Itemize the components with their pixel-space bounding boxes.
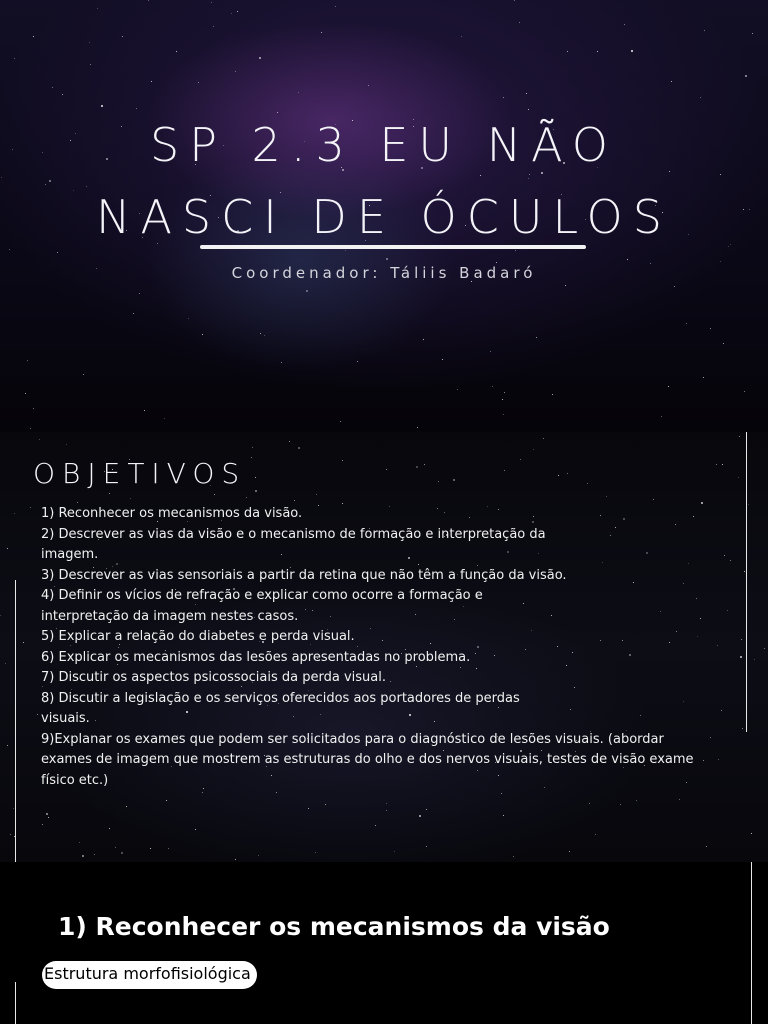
objective-line: 6) Explicar os mecanismos das lesões apresentadas no problema. <box>41 649 471 665</box>
star <box>82 855 84 857</box>
star <box>90 64 91 65</box>
star <box>83 374 84 375</box>
star <box>720 174 721 175</box>
star <box>624 24 625 25</box>
star <box>419 815 421 817</box>
objective-line: 4) Definir os vícios de refração e explicar como ocorre a formação e <box>41 588 483 603</box>
title-slide <box>0 0 768 432</box>
star <box>461 36 462 37</box>
star <box>39 439 40 440</box>
star <box>308 808 309 809</box>
star <box>255 477 256 478</box>
star <box>529 174 530 175</box>
star <box>86 186 87 187</box>
star <box>528 178 529 179</box>
star <box>595 834 596 835</box>
star <box>342 460 343 461</box>
star <box>306 290 308 292</box>
star <box>7 745 8 746</box>
star <box>416 466 418 468</box>
star <box>13 808 14 809</box>
star <box>27 360 28 361</box>
star <box>552 394 553 395</box>
section-slide <box>0 862 768 1024</box>
star <box>231 13 232 14</box>
star <box>438 481 439 482</box>
star <box>25 393 26 394</box>
star <box>294 500 295 501</box>
star <box>627 259 628 260</box>
star <box>519 22 520 23</box>
star <box>368 85 369 86</box>
title-line-1: SP 2.3 EU NÃO <box>150 118 618 172</box>
star <box>740 656 742 658</box>
star <box>168 848 169 849</box>
star <box>752 33 753 34</box>
star <box>526 93 527 94</box>
star <box>48 817 49 818</box>
star <box>679 799 680 800</box>
star <box>281 362 282 363</box>
star <box>738 477 739 478</box>
star <box>23 642 24 643</box>
star <box>504 392 505 393</box>
star <box>742 728 743 729</box>
star <box>565 285 566 286</box>
star <box>636 800 637 801</box>
objective-line: 1) Reconhecer os mecanismos da visão. <box>41 506 303 521</box>
star <box>214 494 215 495</box>
star <box>513 856 514 857</box>
star <box>109 493 110 494</box>
star <box>653 499 654 500</box>
star <box>252 447 253 448</box>
star <box>744 571 745 572</box>
star <box>52 87 53 88</box>
star <box>325 804 326 805</box>
star <box>133 313 134 314</box>
star <box>259 57 261 59</box>
title-line-2: NASCI DE ÓCULOS <box>96 190 672 244</box>
star <box>710 328 711 329</box>
star <box>501 793 502 794</box>
star <box>569 851 570 852</box>
star <box>202 334 203 335</box>
star <box>457 389 458 390</box>
star <box>748 504 749 505</box>
star <box>739 436 740 437</box>
star <box>723 343 724 344</box>
star <box>589 803 590 804</box>
star <box>0 615 1 616</box>
star <box>49 180 51 182</box>
objectives-slide <box>0 432 768 862</box>
star <box>386 803 387 804</box>
star <box>426 809 427 810</box>
star <box>536 337 537 338</box>
star <box>5 663 6 664</box>
star <box>728 246 729 247</box>
star <box>211 2 212 3</box>
star <box>251 457 252 458</box>
star <box>9 249 10 250</box>
star <box>198 82 199 83</box>
section-heading: 1) Reconhecer os mecanismos da visão <box>58 912 610 941</box>
star <box>213 26 214 27</box>
star <box>345 250 346 251</box>
star <box>704 30 705 31</box>
star <box>46 813 48 815</box>
star <box>504 470 505 471</box>
star <box>386 810 387 811</box>
divider-line <box>751 862 752 1024</box>
star <box>426 846 427 847</box>
star <box>148 0 149 1</box>
star <box>260 333 261 334</box>
star <box>33 408 34 409</box>
star <box>276 792 277 793</box>
objective-line: 7) Discutir os aspectos psicossociais da perda visual. <box>41 670 386 685</box>
star <box>503 97 504 98</box>
star <box>754 659 755 660</box>
star <box>335 6 336 7</box>
star <box>130 498 131 499</box>
star <box>375 825 376 826</box>
star <box>492 386 493 387</box>
objective-line: 5) Explicar a relação do diabetes e perda visual. <box>41 629 355 644</box>
star <box>671 81 672 82</box>
star <box>94 854 95 855</box>
star <box>442 359 443 360</box>
star <box>202 792 203 793</box>
star <box>502 399 503 400</box>
star <box>587 483 588 484</box>
star <box>503 815 504 816</box>
star <box>386 258 388 260</box>
star <box>255 490 257 492</box>
objective-line: físico etc.) <box>41 772 109 788</box>
star <box>298 92 299 93</box>
star <box>394 851 395 852</box>
star <box>89 42 90 43</box>
star <box>503 414 504 415</box>
star <box>246 497 247 498</box>
topic-pill: Estrutura morfofisiológica <box>42 961 257 989</box>
star <box>453 479 455 481</box>
star <box>37 714 38 715</box>
star <box>558 475 559 476</box>
star <box>480 175 481 176</box>
star <box>14 513 15 514</box>
star <box>10 834 11 835</box>
star <box>528 109 529 110</box>
objectives-heading: OBJETIVOS <box>33 457 247 490</box>
star <box>1 177 2 178</box>
star <box>14 58 15 59</box>
star <box>520 459 521 460</box>
star <box>298 447 300 449</box>
star <box>417 427 418 428</box>
star <box>357 361 358 362</box>
objective-line: 2) Descrever as vias da visão e o mecanismo de formação e interpretação da <box>41 526 546 542</box>
objective-line: 8) Discutir a legislação e os serviços oferecidos aos portadores de perdas <box>41 690 520 706</box>
star <box>136 108 137 109</box>
divider-line <box>746 432 747 732</box>
star <box>316 494 317 495</box>
star <box>122 36 123 37</box>
star <box>674 286 675 287</box>
coordinator-subtitle: Coordenador: Táliis Badaró <box>231 264 537 282</box>
star <box>62 94 63 95</box>
star <box>716 464 717 465</box>
star <box>57 252 58 253</box>
star <box>541 172 543 174</box>
star <box>7 548 8 549</box>
star <box>514 0 515 1</box>
star <box>42 824 43 825</box>
star <box>533 449 534 450</box>
star <box>195 829 196 830</box>
star <box>490 351 491 352</box>
star <box>741 639 742 640</box>
star <box>661 416 662 417</box>
star <box>496 262 497 263</box>
star <box>115 847 116 848</box>
star <box>176 51 177 52</box>
star <box>567 51 568 52</box>
star <box>258 855 259 856</box>
star <box>720 261 721 262</box>
star <box>264 335 265 336</box>
star <box>150 848 151 849</box>
star <box>79 842 80 843</box>
star <box>126 806 127 807</box>
star <box>321 32 322 33</box>
star <box>30 507 31 508</box>
star <box>764 648 765 649</box>
star <box>144 410 145 411</box>
star <box>45 184 46 185</box>
star <box>606 496 607 497</box>
star <box>620 804 621 805</box>
star <box>751 833 752 834</box>
star <box>66 444 67 445</box>
star <box>703 377 704 378</box>
objective-line: interpretação da imagem nestes casos. <box>41 608 299 624</box>
star <box>101 105 103 107</box>
star <box>686 323 687 324</box>
star <box>730 244 731 245</box>
star <box>277 112 278 113</box>
star <box>151 81 152 82</box>
objective-line: imagem. <box>41 547 99 562</box>
star <box>30 428 31 429</box>
star <box>33 36 34 37</box>
star <box>109 828 110 829</box>
star <box>166 800 167 801</box>
objective-line: 9)Explanar os exames que podem ser solicitados para o diagnóstico de lesões visuais. (abordar <box>41 731 664 747</box>
star <box>515 250 516 251</box>
star <box>423 339 424 340</box>
star <box>315 852 316 853</box>
star <box>77 502 78 503</box>
objectives-list <box>41 504 731 791</box>
star <box>745 75 747 77</box>
star <box>706 846 707 847</box>
star <box>386 469 387 470</box>
star <box>700 97 701 98</box>
star <box>188 318 189 319</box>
star <box>543 438 544 439</box>
star <box>289 441 290 442</box>
star <box>597 51 598 52</box>
star <box>121 852 123 854</box>
title-underline <box>200 245 586 249</box>
star <box>139 293 140 294</box>
star <box>235 71 236 72</box>
star <box>235 859 236 860</box>
star <box>567 473 568 474</box>
objective-line: visuais. <box>41 711 90 726</box>
star <box>744 391 745 392</box>
star <box>97 8 98 9</box>
star <box>164 418 165 419</box>
star <box>722 464 723 465</box>
star <box>631 50 633 52</box>
objective-line: exames de imagem que mostrem as estruturas do olho e dos nervos visuais, testes de visão exame <box>41 752 694 767</box>
divider-line <box>15 580 16 862</box>
star <box>424 464 425 465</box>
star <box>668 386 669 387</box>
star <box>340 421 341 422</box>
objective-line: 3) Descrever as vias sensoriais a partir da retina que não têm a função da visão. <box>41 567 567 583</box>
star <box>237 11 238 12</box>
divider-line <box>15 982 16 1024</box>
